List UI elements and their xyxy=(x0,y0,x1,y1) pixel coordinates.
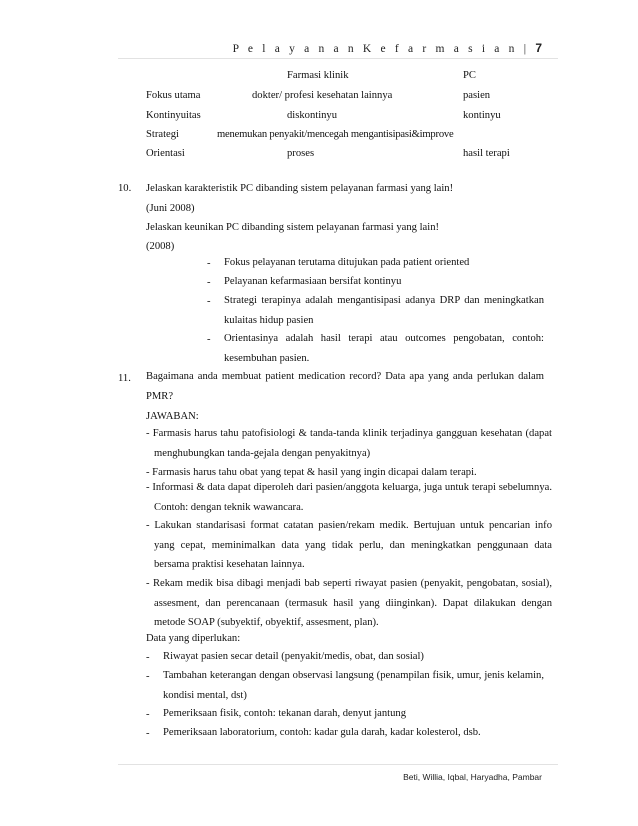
bullet-dash: - xyxy=(207,258,211,269)
running-header xyxy=(233,41,542,55)
table-cell: proses xyxy=(287,148,315,159)
question-line: (2008) xyxy=(146,241,175,252)
table-cell: hasil terapi xyxy=(463,148,510,159)
footer-rule xyxy=(118,764,558,765)
list-item: Riwayat pasien secar detail (penyakit/medis, obat, dan sosial) xyxy=(163,651,424,662)
question-line: Jelaskan karakteristik PC dibanding sistem pelayanan farmasi yang lain! xyxy=(146,183,454,194)
table-head-farmasi-klinik: Farmasi klinik xyxy=(287,70,349,81)
table-cell: menemukan penyakit/mencegah mengantisipasi&improve xyxy=(217,129,454,140)
list-item: Fokus pelayanan terutama ditujukan pada patient oriented xyxy=(224,257,470,268)
table-row-label: Orientasi xyxy=(146,148,185,159)
table-cell: pasien xyxy=(463,90,491,101)
bullet-dash: - xyxy=(146,671,150,682)
page-number: 7 xyxy=(535,41,542,55)
answer-label: JAWABAN: xyxy=(146,411,199,422)
table-cell: diskontinyu xyxy=(287,110,338,121)
header-rule xyxy=(118,58,558,59)
header-title: P e l a y a n a n K e f a r m a s i a n xyxy=(232,43,518,55)
question-text: Bagaimana anda membuat patient medication record? Data apa yang anda perlukan dalam PMR? xyxy=(146,371,544,402)
list-item: Orientasinya adalah hasil terapi atau outcomes pengobatan, contoh: kesembuhan pasien. xyxy=(224,333,544,364)
question-number: 11. xyxy=(118,373,131,384)
list-item: Strategi terapinya adalah mengantisipasi adanya DRP dan meningkatkan kulaitas hidup pasien xyxy=(224,295,544,326)
bullet-dash: - xyxy=(207,277,211,288)
table-row-label: Strategi xyxy=(146,129,179,140)
answer-paragraph: - Farmasis harus tahu patofisiologi & tanda-tanda klinik terjadinya gangguan kesehatan (dapat menghubungkan tanda-gejala dengan penyakitnya) xyxy=(146,428,552,459)
question-number: 10. xyxy=(118,183,132,194)
list-item: Tambahan keterangan dengan observasi langsung (penampilan fisik, umur, jenis kelamin, kondisi mental, dst) xyxy=(163,670,544,701)
footer-authors: Beti, Willia, Iqbal, Haryadha, Pambar xyxy=(403,772,542,782)
data-needed-label: Data yang diperlukan: xyxy=(146,633,241,644)
list-item: Pelayanan kefarmasiaan bersifat kontinyu xyxy=(224,276,402,287)
question-line: (Juni 2008) xyxy=(146,203,195,214)
bullet-dash: - xyxy=(207,296,211,307)
table-row-label: Fokus utama xyxy=(146,90,201,101)
table-head-pc: PC xyxy=(463,70,476,81)
table-cell: kontinyu xyxy=(463,110,501,121)
answer-paragraph: - Farmasis harus tahu obat yang tepat & hasil yang ingin dicapai dalam terapi. xyxy=(146,467,477,478)
table-cell: dokter/ profesi kesehatan lainnya xyxy=(252,90,393,101)
answer-paragraph: - Lakukan standarisasi format catatan pasien/rekam medik. Bertujuan untuk pencarian info yang cepat, meminimalkan data yang tidak perlu, dan meningkatkan penggunaan data bersama praktisi kesehatan lainnya. xyxy=(146,520,552,570)
header-separator: | xyxy=(523,43,530,55)
question-line: Jelaskan keunikan PC dibanding sistem pelayanan farmasi yang lain! xyxy=(146,222,440,233)
answer-paragraph: - Rekam medik bisa dibagi menjadi bab seperti riwayat pasien (penyakit, pengobatan, sosial), assesment, dan perencanaan (termasuk hasil yang diinginkan). Dapat dilakukan dengan metode SOAP (subyektif, obyektif, assesment, plan). xyxy=(146,578,552,628)
answer-paragraph: - Informasi & data dapat diperoleh dari pasien/anggota keluarga, juga untuk terapi sebelumnya. Contoh: dengan teknik wawancara. xyxy=(146,482,552,513)
bullet-dash: - xyxy=(146,652,150,663)
bullet-dash: - xyxy=(146,728,150,739)
table-row-label: Kontinyuitas xyxy=(146,110,201,121)
list-item: Pemeriksaan fisik, contoh: tekanan darah, denyut jantung xyxy=(163,708,406,719)
bullet-dash: - xyxy=(207,334,211,345)
list-item: Pemeriksaan laboratorium, contoh: kadar gula darah, kadar kolesterol, dsb. xyxy=(163,727,481,738)
bullet-dash: - xyxy=(146,709,150,720)
